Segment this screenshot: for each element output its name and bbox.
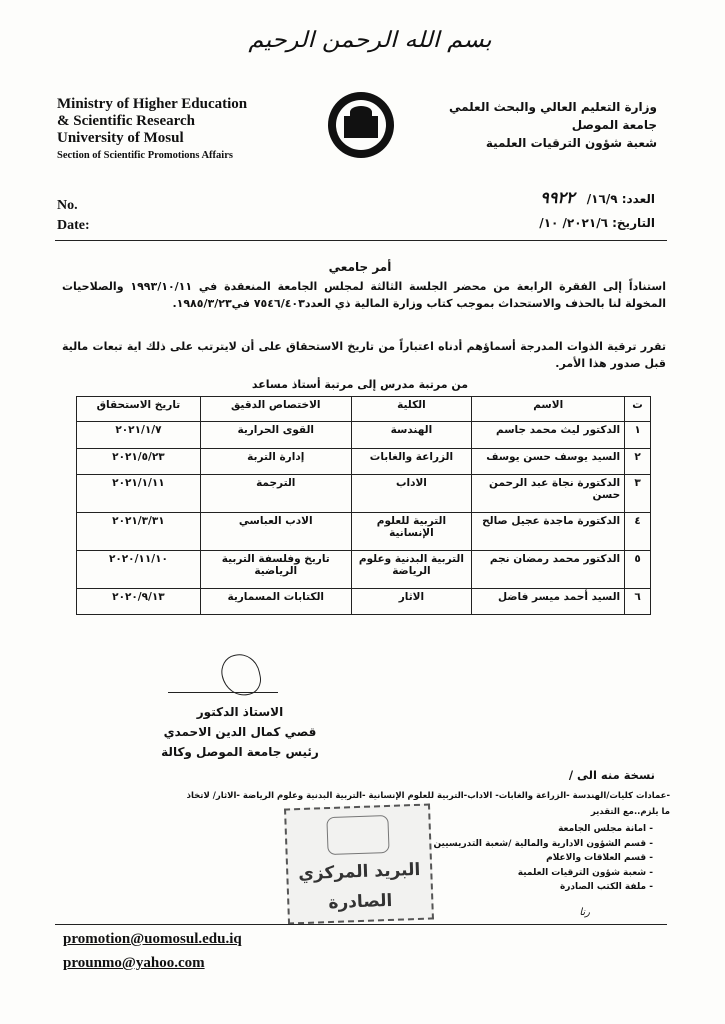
cell-index: ٤ xyxy=(625,513,651,551)
cell-index: ١ xyxy=(625,422,651,449)
number-value: ١٦/٩/ xyxy=(586,192,618,206)
document-date xyxy=(539,211,655,235)
cell-college: الاداب xyxy=(351,475,472,513)
cell-name: الدكتورة نجاة عبد الرحمن حسن xyxy=(472,475,625,513)
email-link-yahoo[interactable]: prounmo@yahoo.com xyxy=(63,955,205,971)
distribution-list xyxy=(433,822,653,895)
university-logo xyxy=(328,92,394,158)
copies-title: نسخة منه الى / xyxy=(568,768,655,782)
header-divider xyxy=(55,240,667,241)
ministry-line-ar: وزارة التعليم العالي والبحث العلمي xyxy=(448,100,657,114)
signer-position: رئيس جامعة الموصل وكالة xyxy=(161,745,319,759)
cell-due-date: ٢٠٢١/٥/٢٣ xyxy=(77,449,201,475)
stamp-line-2: الصادرة xyxy=(328,890,393,914)
university-line-ar: جامعة الموصل xyxy=(571,118,657,132)
list-item: - امانة مجلس الجامعة xyxy=(433,822,653,837)
ministry-line: Ministry of Higher Education xyxy=(57,96,248,112)
cell-name: الدكتورة ماجدة عجيل صالح xyxy=(472,513,625,551)
list-item: - قسم العلاقات والاعلام xyxy=(433,851,653,866)
table-row xyxy=(77,475,651,513)
signer-title: الاستاذ الدكتور xyxy=(196,705,284,719)
order-paragraph-2: تقرر ترقية الذوات المدرجة أسماؤهم أدناه اعتباراً من تاريخ الاستحقاق على أن لايترتب على ذلك اية تبعات مالية قبل صدور هذا الأمر. xyxy=(62,340,666,370)
research-line: & Scientific Research xyxy=(57,113,196,129)
footer-divider xyxy=(55,924,667,925)
header-due-date: تاريخ الاستحقاق xyxy=(77,397,201,422)
date-label-en: Date: xyxy=(57,218,90,233)
arabic-letterhead xyxy=(449,98,657,152)
header-specialization: الاختصاص الدقيق xyxy=(200,397,351,422)
stamp-line-1: البريد المركزي xyxy=(297,859,421,885)
cell-college: الزراعة والغابات xyxy=(351,449,472,475)
cell-index: ٥ xyxy=(625,551,651,589)
cell-name: الدكتور ليث محمد جاسم xyxy=(472,422,625,449)
basmala: بسم الله الرحمن الرحيم xyxy=(248,28,492,53)
table-row xyxy=(77,589,651,615)
cell-specialization: الكتابات المسمارية xyxy=(200,589,351,615)
list-item: - ملفة الكتب الصادرة xyxy=(433,880,653,895)
table-row xyxy=(77,551,651,589)
copies-recipients: -عمادات كليات/الهندسة -الزراعة والغابات- الاداب-التربية للعلوم الإنسانية -التربية البدنية وعلوم الرياضة -الاثار/ لاتخاذ xyxy=(186,791,670,801)
header-college: الكلية xyxy=(351,397,472,422)
cell-specialization: القوى الحرارية xyxy=(200,422,351,449)
number-handwritten: ٩٩٢٢ xyxy=(540,188,575,207)
cell-index: ٣ xyxy=(625,475,651,513)
cell-specialization: تاريخ وفلسفة التربية الرياضية xyxy=(200,551,351,589)
cell-specialization: الادب العباسي xyxy=(200,513,351,551)
order-paragraph-1: استناداً إلى الفقرة الرابعة من محضر الجلسة الثالثة لمجلس الجامعة المنعقدة في ١٩٩٣/١٠/١١ والصلاحيات المخولة لنا بالحذف والاستحداث بموجب كتاب وزارة المالية ذي العدد٧٥٤٦/٤٠٣ في١٩٨٥/٣/٢٣. xyxy=(62,280,666,310)
promotion-table xyxy=(76,396,651,615)
email-link-promotion[interactable]: promotion@uomosul.edu.iq xyxy=(63,931,242,947)
cell-name: السيد يوسف حسن يوسف xyxy=(472,449,625,475)
number-label-ar: العدد: xyxy=(621,192,655,206)
cell-college: التربية للعلوم الإنسانية xyxy=(351,513,472,551)
university-line: University of Mosul xyxy=(57,130,184,146)
cell-name: الدكتور محمد رمضان نجم xyxy=(472,551,625,589)
promotion-table-title: من مرتبة مدرس إلى مرتبة أستاذ مساعد xyxy=(251,378,469,391)
section-line-ar: شعبة شؤون الترقيات العلمية xyxy=(485,136,657,150)
table-row xyxy=(77,449,651,475)
signer-block xyxy=(140,702,340,762)
header-name: الاسم xyxy=(472,397,625,422)
table-header-row xyxy=(77,397,651,422)
list-item: - شعبة شؤون الترقيات العلمية xyxy=(433,866,653,881)
reference-number xyxy=(539,186,655,211)
order-title: أمر جامعي xyxy=(328,260,392,274)
section-line: Section of Scientific Promotions Affairs xyxy=(57,150,233,161)
cell-specialization: إدارة التربة xyxy=(200,449,351,475)
copies-note: ما يلزم..مع التقدير xyxy=(590,807,670,817)
cell-due-date: ٢٠٢١/١/١١ xyxy=(77,475,201,513)
table-row xyxy=(77,513,651,551)
arabic-meta xyxy=(539,186,655,235)
number-label-en: No. xyxy=(57,198,78,213)
list-item: - قسم الشؤون الادارية والمالية /شعبة التدريسيين xyxy=(433,837,653,852)
date-label-ar: التاريخ: xyxy=(612,216,655,230)
cell-college: الاثار xyxy=(351,589,472,615)
cell-name: السيد أحمد ميسر فاضل xyxy=(472,589,625,615)
cell-college: الهندسة xyxy=(351,422,472,449)
central-mail-stamp xyxy=(284,803,434,924)
cell-due-date: ٢٠٢١/١/٧ xyxy=(77,422,201,449)
cell-due-date: ٢٠٢١/٣/٣١ xyxy=(77,513,201,551)
date-value: ٢٠٢١/٦/ ١٠/ xyxy=(539,216,608,230)
signer-name: قصي كمال الدين الاحمدي xyxy=(163,725,317,739)
cell-due-date: ٢٠٢٠/١١/١٠ xyxy=(77,551,201,589)
cell-college: التربية البدنية وعلوم الرياضة xyxy=(351,551,472,589)
table-row xyxy=(77,422,651,449)
typist-initials: رنا xyxy=(579,907,590,918)
stamp-emblem xyxy=(326,815,389,855)
cell-index: ٢ xyxy=(625,449,651,475)
cell-due-date: ٢٠٢٠/٩/١٣ xyxy=(77,589,201,615)
english-letterhead xyxy=(57,96,247,164)
cell-specialization: الترجمة xyxy=(200,475,351,513)
cell-index: ٦ xyxy=(625,589,651,615)
english-meta xyxy=(57,196,90,236)
header-index: ت xyxy=(625,397,651,422)
